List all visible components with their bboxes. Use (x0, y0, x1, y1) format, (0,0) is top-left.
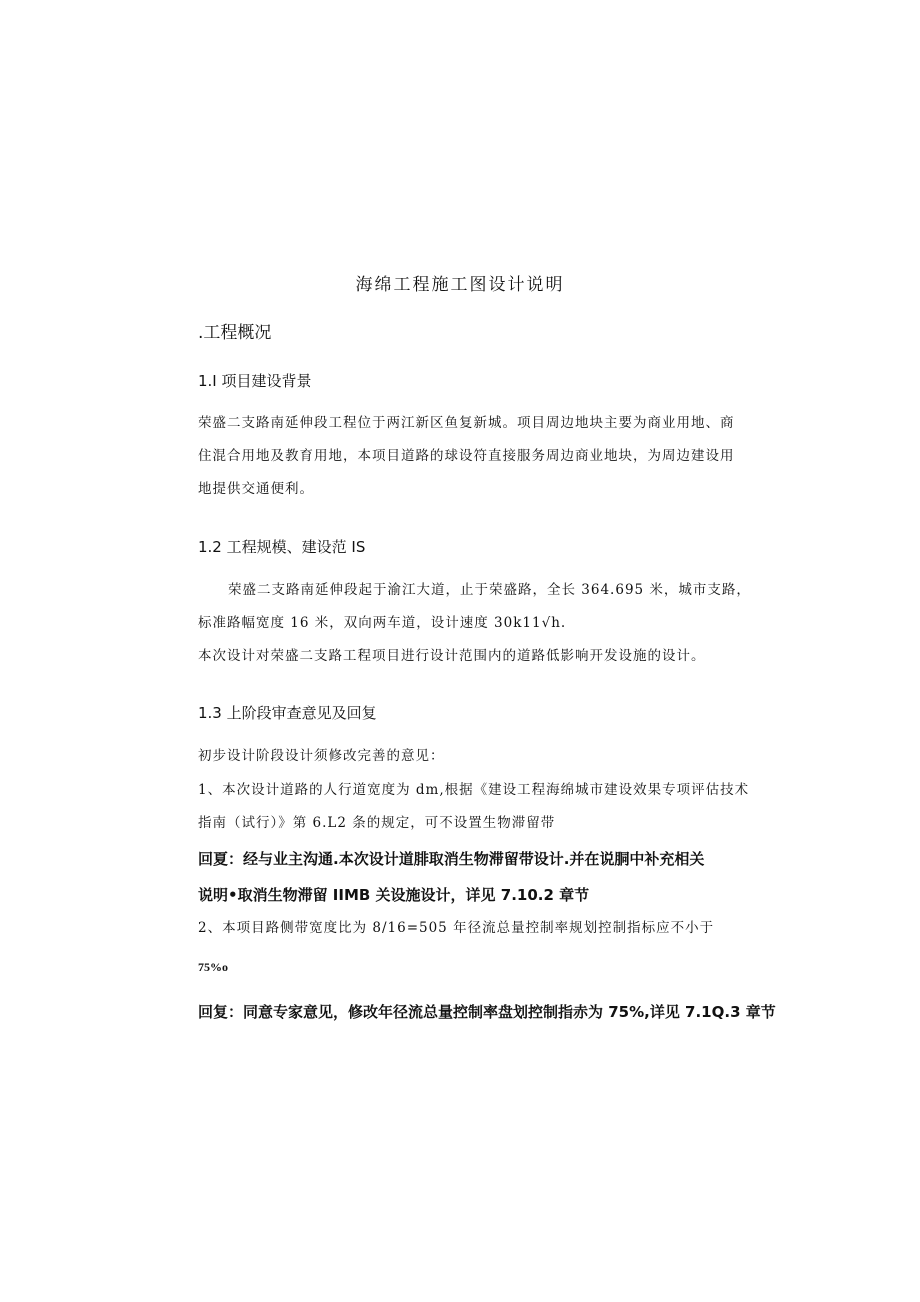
paragraph-line: 标准路幅宽度 16 米，双向两车道，设计速度 30k11√h. (198, 615, 567, 631)
section-heading-overview: .工程概况 (198, 323, 272, 343)
paragraph-line: 荣盛二支路南延伸段工程位于两江新区鱼复新城。项目周边地块主要为商业用地、商 (198, 415, 735, 431)
paragraph-line: 指南（试行）》第 6.L2 条的规定，可不设置生物滞留带 (198, 815, 556, 831)
paragraph-line: 本次设计对荣盛二支路工程项目进行设计范围内的道路低影响开发设施的设计。 (198, 648, 706, 664)
paragraph-line: 住混合用地及教育用地，本项目道路的球设符直接服务周边商业地块，为周边建设用 (198, 448, 735, 464)
paragraph-line: 1、本次设计道路的人行道宽度为 dm,根据《建设工程海绵城市建设效果专项评估技术 (198, 782, 750, 798)
review-item-2-value: 75%o (198, 960, 228, 974)
subsection-heading-review: 1.3 上阶段审查意见及回复 (198, 704, 377, 722)
reply-1-line-1: 回夏：经与业主沟通.本次设计道腓取消生物滞留带设计.并在说胴中补充相关 (198, 850, 705, 868)
review-item-2: 2、本项目路侧带宽度比为 8/16=505 年径流总量控制率规划控制指标应不小于 (198, 920, 715, 936)
document-title: 海绵工程施工图设计说明 (355, 275, 565, 295)
review-intro: 初步设计阶段设计须修改完善的意见： (198, 748, 445, 764)
reply-2: 回复：同意专家意见，修改年径流总量控制率盘划控制指赤为 75%,详见 7.1Q.3 章节 (198, 1003, 776, 1021)
review-item-1 (198, 774, 758, 840)
subsection-heading-scale: 1.2 工程规模、建设范 IS (198, 538, 366, 556)
scale-paragraph (198, 574, 758, 673)
reply-1-line-2: 说明•取消生物滞留 IIMB 关设施设计，详见 7.10.2 章节 (198, 886, 590, 904)
paragraph-line: 地提供交通便利。 (198, 481, 314, 497)
subsection-heading-background: 1.I 项目建设背景 (198, 372, 312, 390)
background-paragraph (198, 407, 758, 506)
paragraph-line: 荣盛二支路南延伸段起于渝江大道，止于荣盛路，全长 364.695 米，城市支路， (228, 582, 751, 598)
